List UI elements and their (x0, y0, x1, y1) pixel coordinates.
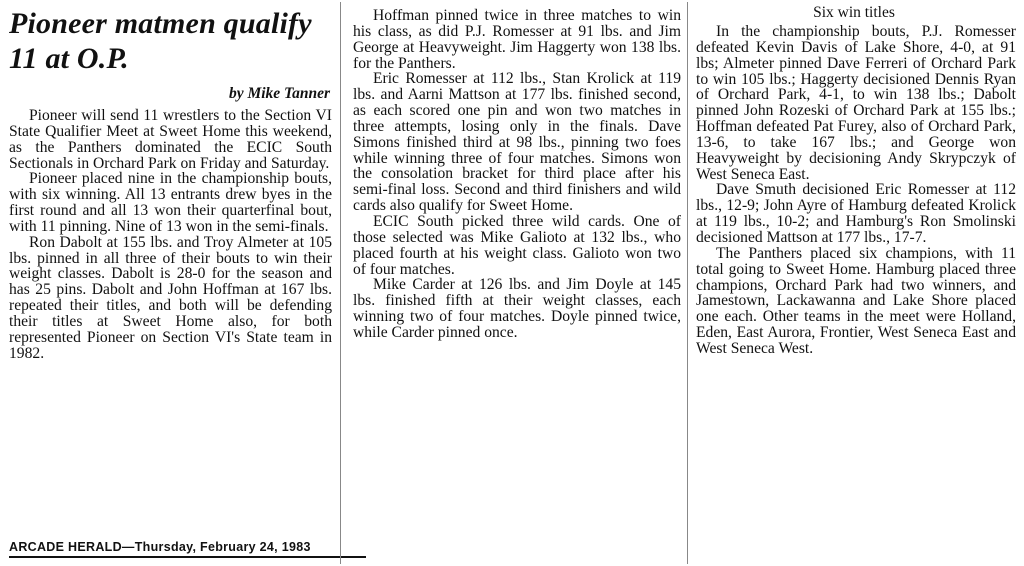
paragraph: Hoffman pinned twice in three matches to win his class, as did P.J. Romesser at 91 lbs. and Jim George at Heavyweight. Jim Haggerty won 138 lbs. for the Panthers. (353, 7, 681, 72)
column-divider (687, 2, 688, 564)
headline: Pioneer matmen qualify 11 at O.P. (9, 7, 312, 75)
paragraph: Pioneer placed nine in the championship bouts, with six winning. All 13 entrants drew byes in the first round and all 13 won their quarterfinal bout, with 11 pinning. Nine of 13 won in the semi-finals. (9, 170, 332, 235)
column-divider (340, 2, 341, 564)
column-3-text (696, 24, 1016, 357)
paragraph: Dave Smuth decisioned Eric Romesser at 112 lbs., 12-9; John Ayre of Hamburg defeated Krolick at 119 lbs., 10-2; and Hamburg's Ron Smolinski decisioned Mattson at 177 lbs., 17-7. (696, 181, 1016, 246)
article-column-1 (0, 0, 336, 566)
article-column-3 (692, 0, 1016, 566)
paragraph: Ron Dabolt at 155 lbs. and Troy Almeter at 105 lbs. pinned in all three of their bouts to win their weight classes. Dabolt is 28-0 for the season and has 25 pins. Dabolt and John Hoffman at 167 lbs. repeated their titles, and both will be defending their titles at Sweet Home also, for both represented Pioneer on Section VI's State team in 1982. (9, 233, 332, 362)
column-2-text (353, 8, 681, 341)
paragraph: The Panthers placed six champions, with 11 total going to Sweet Home. Hamburg placed three champions, Orchard Park had two winners, and Jamestown, Lackawanna and Lake Shore placed one each. Other teams in the meet were Holland, Eden, East Aurora, Frontier, West Seneca East and West Seneca West. (696, 244, 1016, 357)
paragraph: Mike Carder at 126 lbs. and Jim Doyle at 145 lbs. finished fifth at their weight classes, each winning two of four matches. Doyle pinned twice, while Carder pinned once. (353, 276, 681, 341)
publication-footer: ARCADE HERALD—Thursday, February 24, 1983 (9, 540, 311, 554)
paragraph: Pioneer will send 11 wrestlers to the Section VI State Qualifier Meet at Sweet Home this weekend, as the Panthers dominated the ECIC South Sectionals in Orchard Park on Friday and Saturday. (9, 107, 332, 172)
paragraph: Eric Romesser at 112 lbs., Stan Krolick at 119 lbs. and Aarni Mattson at 177 lbs. finished second, as each scored one pin and won two matches in three attempts, losing only in the finals. Dave Simons finished third at 98 lbs., pinning two foes while winning three of four matches. Simons won the consolation bracket for third place after his semi-final loss. Second and third finishers and wild cards also qualify for Sweet Home. (353, 70, 681, 215)
paragraph: ECIC South picked three wild cards. One of those selected was Mike Galioto at 132 lbs., who placed fourth at his weight class. Galioto won two of four matches. (353, 212, 681, 278)
article-column-2 (347, 0, 683, 566)
footer-rule (9, 556, 366, 558)
byline: by Mike Tanner (228, 85, 330, 102)
column-1-text (9, 108, 332, 362)
subhead: Six win titles (813, 4, 895, 21)
paragraph: In the championship bouts, P.J. Romesser defeated Kevin Davis of Lake Shore, 4-0, at 91 lbs; Almeter pinned Dave Ferreri of Orchard Park to win 105 lbs.; Haggerty decisioned Dennis Ryan of Orchard Park, 4-1, to win 138 lbs.; Dabolt pinned John Rozeski of Orchard Park at 155 lbs.; Hoffman defeated Pat Furey, also of Orchard Park, 13-6, to take 167 lbs.; and George won Heavyweight by decisioning Andy Skrypczyk of West Seneca East. (696, 23, 1016, 183)
